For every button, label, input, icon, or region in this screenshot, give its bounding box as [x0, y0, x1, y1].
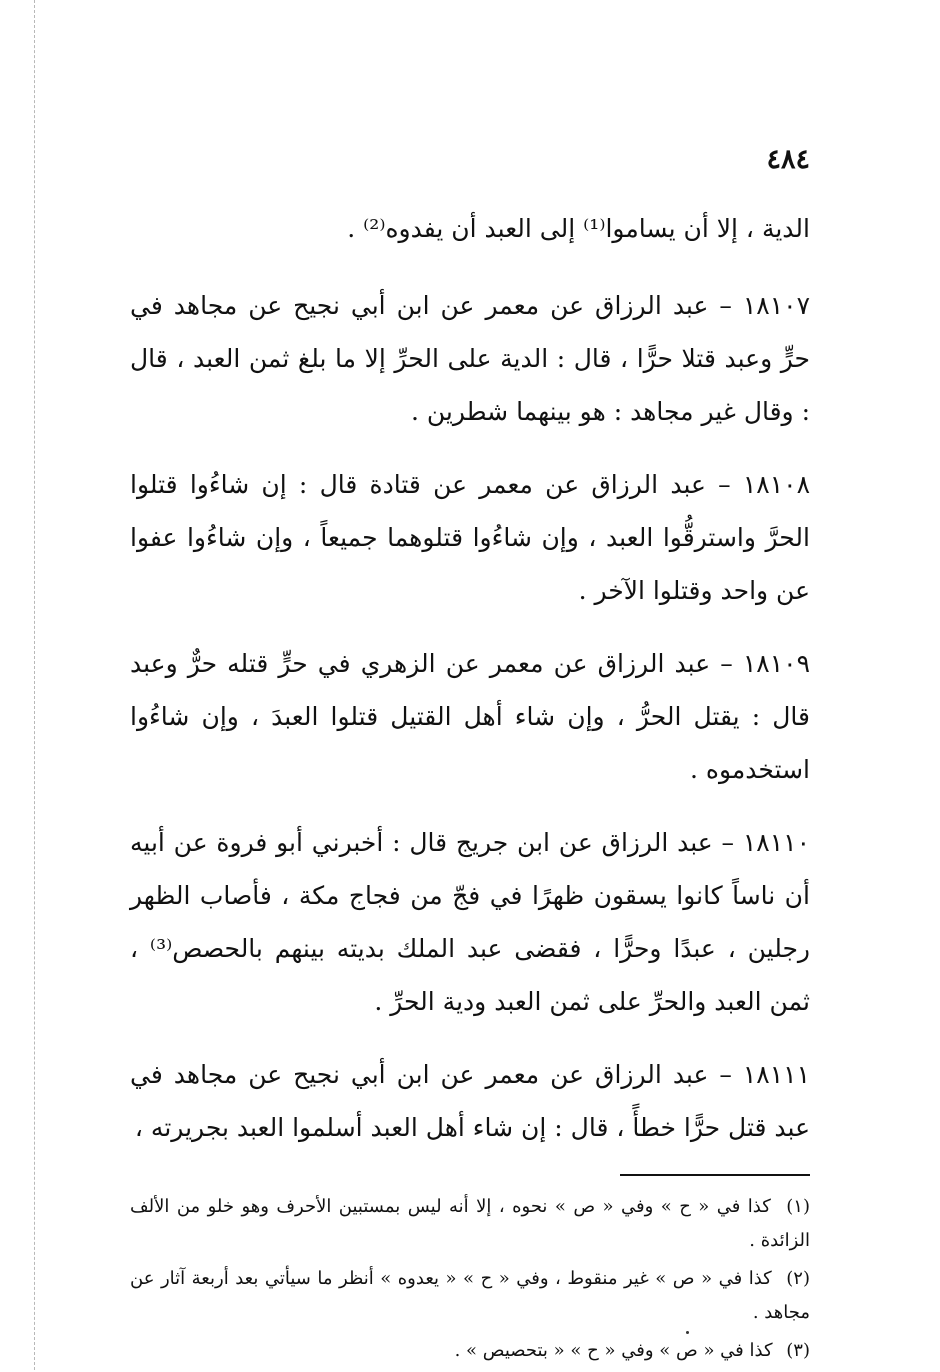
hadith-18108: ١٨١٠٨ – عبد الرزاق عن معمر عن قتادة قال : إن شاءُوا قتلوا الحرَّ واسترقُّوا العبد ، وإن شاءُوا قتلوهما جميعاً ، وإن شاءُوا عفوا عن واحد وقتلوا الآخر .	[130, 470, 810, 605]
footnote-separator	[620, 1174, 810, 1176]
footnote-1	[130, 1190, 810, 1258]
hadith-18109: ١٨١٠٩ – عبد الرزاق عن معمر عن الزهري في حرٍّ قتله حرٌّ وعبد قال : يقتل الحرُّ ، وإن شاء أهل القتيل قتلوا العبدَ ، وإن شاءُوا استخدموه .	[130, 649, 810, 784]
scan-speck	[686, 1331, 689, 1334]
footnote-number: (٢)	[786, 1268, 810, 1289]
footnote-2	[130, 1262, 810, 1330]
paragraph-continuation: الدية ، إلا أن يساموا⁽¹⁾ إلى العبد أن يفدوه⁽²⁾ .	[347, 214, 810, 243]
book-page	[130, 140, 810, 1372]
footnote-text: كذا في « ص » وفي « ح » « بتحصيص » .	[454, 1340, 773, 1361]
margin-guide-line	[34, 0, 35, 1370]
footnote-text: كذا في « ص » غير منقوط ، وفي « ح » « يعدوه » أنظر ما سيأتي بعد أربعة آثار عن مجاهد .	[130, 1268, 810, 1323]
footnote-text: كذا في « ح » وفي « ص » نحوه ، إلا أنه ليس بمستبين الأحرف وهو خلو من الألف الزائدة .	[130, 1196, 810, 1251]
footnote-number: (٣)	[786, 1340, 810, 1361]
hadith-18110: ١٨١١٠ – عبد الرزاق عن ابن جريج قال : أخبرني أبو فروة عن أبيه أن ناساً كانوا يسقون ظهرًا في فجّ من فجاج مكة ، فأصاب الظهر رجلين ، عبدًا وحرًّا ، فقضى عبد الملك بديته بينهم بالحصص⁽³⁾ ، ثمن العبد والحرِّ على ثمن العبد ودية الحرِّ .	[130, 828, 811, 1016]
hadith-18111: ١٨١١١ – عبد الرزاق عن معمر عن ابن أبي نجيح عن مجاهد في عبد قتل حرًّا خطأً ، قال : إن شاء أهل العبد أسلموا العبد بجريرته ،	[130, 1060, 810, 1142]
footnote-3	[130, 1334, 810, 1368]
hadith-18107: ١٨١٠٧ – عبد الرزاق عن معمر عن ابن أبي نجيح عن مجاهد في حرٍّ وعبد قتلا حرًّا ، قال : الدية على الحرِّ إلا ما بلغ ثمن العبد ، قال : وقال غير مجاهد : هو بينهما شطرين .	[130, 291, 810, 426]
page-number: ٤٨٤	[766, 144, 810, 175]
footnote-number: (١)	[786, 1196, 810, 1217]
